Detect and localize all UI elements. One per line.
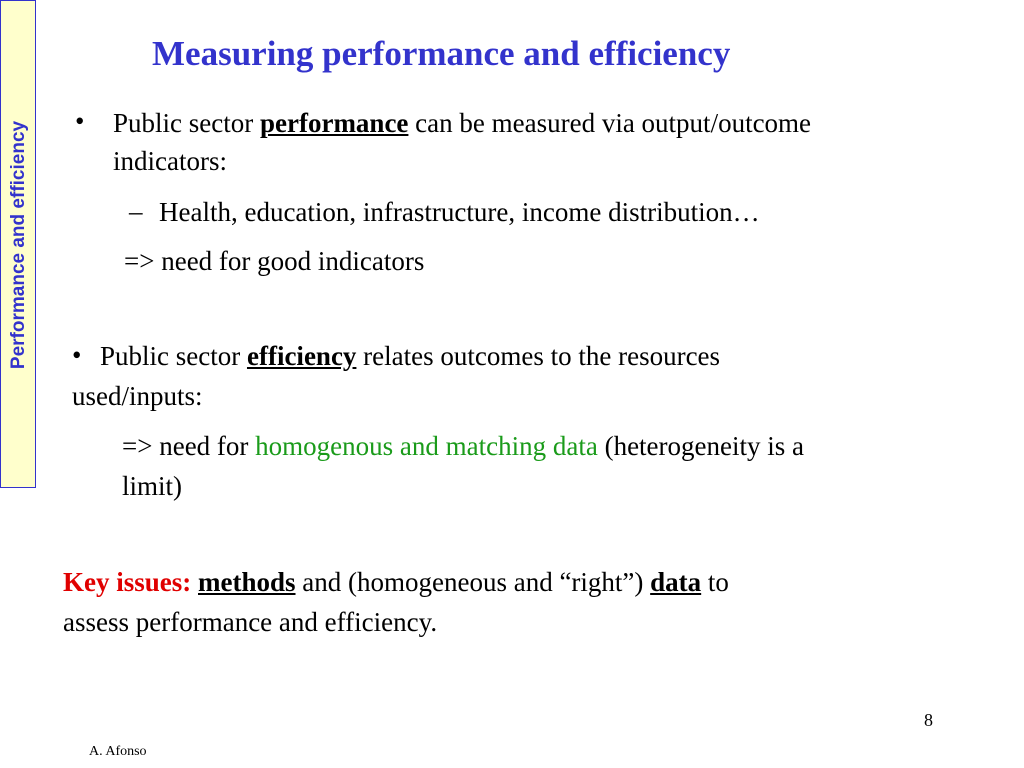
key-mid: and (homogeneous and “right”) — [295, 567, 651, 597]
key-issues-line-2: assess performance and efficiency. — [63, 607, 438, 637]
performance-term: performance — [259, 108, 409, 138]
bullet-2-line-2: used/inputs: — [72, 381, 203, 411]
sidebar-panel — [0, 0, 36, 488]
implication-indicators: => need for good indicators — [124, 246, 425, 276]
sidebar-label: Performance and efficiency — [8, 120, 29, 370]
bullet-2-pre: Public sector — [100, 341, 247, 371]
implication-data-line-2: limit) — [122, 471, 182, 501]
impl-green-text: homogenous and matching data — [255, 431, 598, 461]
implication-data-line-1 — [122, 430, 804, 462]
key-post: to — [701, 567, 729, 597]
slide-title: Measuring performance and efficiency — [152, 34, 731, 73]
bullet-1-line-1 — [113, 107, 811, 139]
impl-post: (heterogeneity is a — [597, 431, 804, 461]
bullet-1-line-2: indicators: — [113, 146, 227, 176]
bullet-2-line-1 — [100, 340, 720, 372]
key-issues-line-1 — [63, 566, 729, 598]
sub-bullet-health: Health, education, infrastructure, income distribution… — [159, 197, 760, 227]
impl-pre: => need for — [122, 431, 256, 461]
methods-term: methods — [198, 567, 296, 597]
bullet-1-post: can be measured via output/outcome — [408, 108, 812, 138]
dash-marker: – — [129, 196, 143, 226]
bullet-marker: • — [72, 340, 82, 370]
page-number: 8 — [924, 710, 933, 730]
bullet-1-pre: Public sector — [113, 108, 260, 138]
data-term: data — [650, 567, 702, 597]
bullet-2-post: relates outcomes to the resources — [356, 341, 721, 371]
bullet-marker: • — [75, 106, 85, 136]
efficiency-term: efficiency — [246, 341, 357, 371]
key-issues-label: Key issues: — [63, 567, 192, 597]
author-credit: A. Afonso — [89, 744, 147, 759]
